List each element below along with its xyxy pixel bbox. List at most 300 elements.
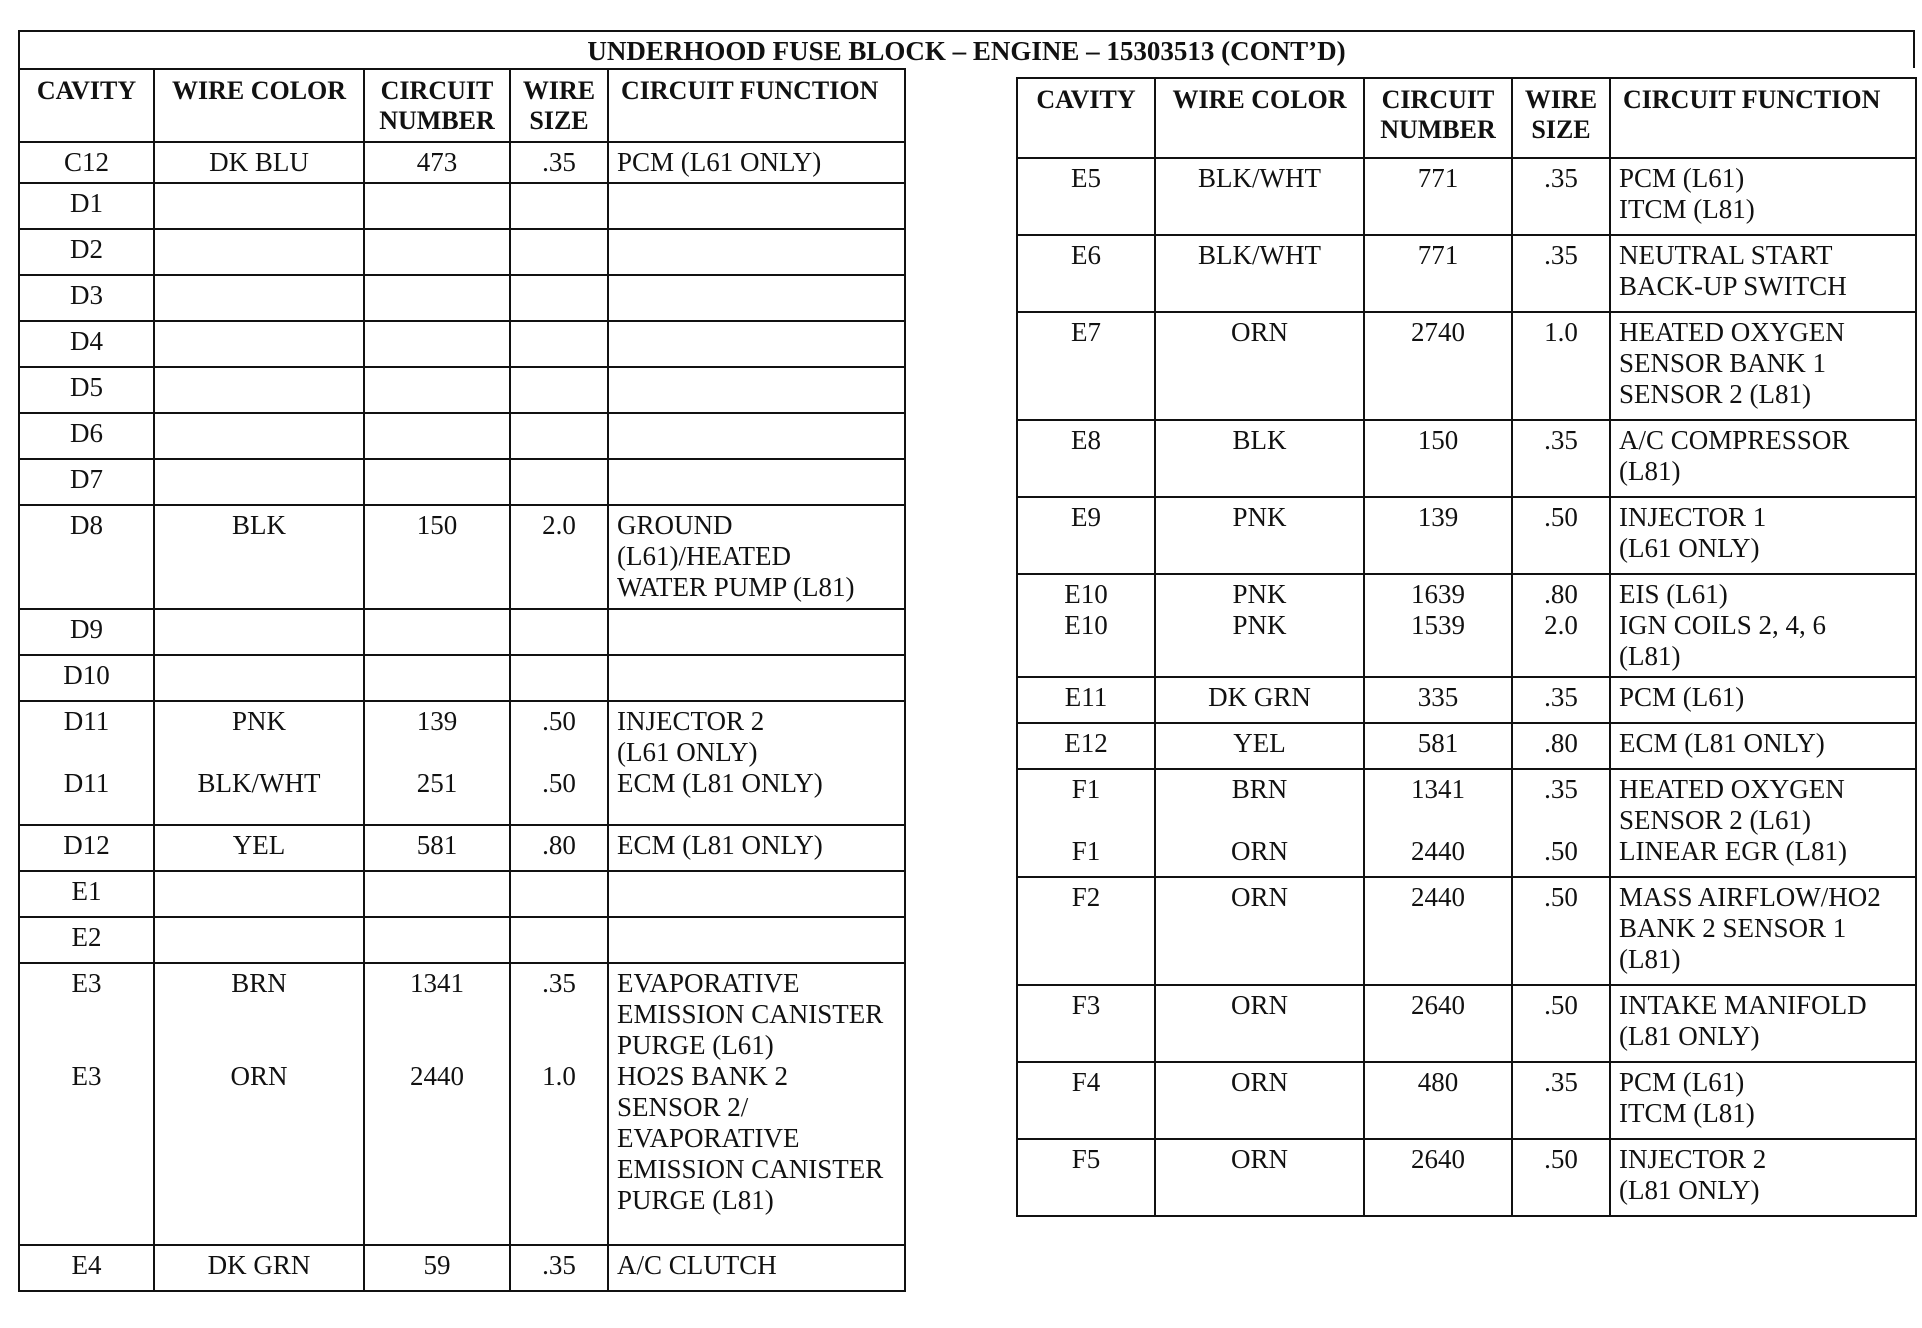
circuit-function-cell (1610, 235, 1916, 312)
header-wire-size: WIRE SIZE (1512, 78, 1610, 158)
header-circuit-function: CIRCUIT FUNCTION (1610, 78, 1916, 158)
wire-color-text: PNK (1232, 579, 1287, 609)
wire-size-text: .35 (542, 147, 576, 177)
table-row (19, 701, 905, 825)
cavity-text: D11 (63, 706, 110, 736)
wire-size-text: .50 (1544, 990, 1578, 1020)
circuit-number-text: 581 (1417, 728, 1459, 758)
wire-size-cell (1512, 574, 1610, 677)
cavity-cell (19, 655, 154, 701)
wire-color-text: DK GRN (1208, 682, 1311, 712)
circuit-function-text: SENSOR 2/ (617, 1092, 749, 1122)
wire-color-cell (1155, 877, 1364, 985)
wire-size-cell (1512, 877, 1610, 985)
fuse-table-right (1016, 77, 1917, 1217)
wire-color-text: PNK (1232, 610, 1287, 640)
circuit-function-text: LINEAR EGR (L81) (1619, 836, 1847, 866)
cavity-cell (1017, 235, 1155, 312)
cavity-text: D7 (70, 464, 103, 494)
wire-color-text: YEL (232, 830, 286, 860)
cavity-text: E2 (71, 922, 102, 952)
circuit-function-text: EMISSION CANISTER (617, 1154, 884, 1184)
circuit-function-cell (608, 655, 905, 701)
circuit-function-cell (608, 701, 905, 825)
wire-color-cell (154, 142, 364, 183)
circuit-function-text: HEATED OXYGEN (1619, 317, 1845, 347)
circuit-function-text: (L61)/HEATED (617, 541, 791, 571)
circuit-number-cell (1364, 574, 1512, 677)
cavity-text: F1 (1071, 836, 1101, 866)
table-row (1017, 1062, 1916, 1139)
circuit-number-cell (364, 229, 510, 275)
cavity-text: D9 (70, 614, 103, 644)
table-row (1017, 497, 1916, 574)
circuit-function-text: MASS AIRFLOW/HO2 (1619, 882, 1881, 912)
circuit-function-cell (1610, 420, 1916, 497)
circuit-function-text: (L81) (1619, 944, 1681, 974)
table-row (19, 1245, 905, 1291)
wire-size-cell (510, 655, 608, 701)
circuit-function-cell (608, 505, 905, 609)
circuit-function-cell (608, 609, 905, 655)
fuse-table-right-body (1017, 158, 1916, 1216)
circuit-function-text: ECM (L81 ONLY) (617, 830, 823, 860)
wire-color-text: ORN (1230, 990, 1288, 1020)
wire-size-text: .35 (542, 1250, 576, 1280)
circuit-number-cell (1364, 1139, 1512, 1216)
wire-color-cell (154, 701, 364, 825)
circuit-function-cell (1610, 985, 1916, 1062)
cavity-cell (1017, 985, 1155, 1062)
circuit-number-cell (1364, 158, 1512, 235)
circuit-number-text: 2740 (1411, 317, 1465, 347)
circuit-function-text: EMISSION CANISTER (617, 999, 884, 1029)
header-wire-size: WIRE SIZE (510, 69, 608, 142)
circuit-function-cell (608, 183, 905, 229)
cavity-text: E7 (1071, 317, 1101, 347)
cavity-text: E5 (1071, 163, 1101, 193)
circuit-number-cell (1364, 420, 1512, 497)
circuit-number-cell (1364, 677, 1512, 723)
table-row (19, 609, 905, 655)
wire-color-text: BLK (232, 510, 286, 540)
circuit-number-cell (1364, 769, 1512, 877)
circuit-number-text: 480 (1417, 1067, 1459, 1097)
circuit-number-text: 1341 (410, 968, 464, 998)
cavity-cell (19, 275, 154, 321)
wire-size-text: .50 (1544, 882, 1578, 912)
table-row (19, 917, 905, 963)
wire-color-text: BLK/WHT (1198, 240, 1321, 270)
wire-size-text: .35 (1544, 425, 1578, 455)
wire-size-text: .35 (1544, 240, 1578, 270)
circuit-number-cell (1364, 235, 1512, 312)
wire-size-text: 2.0 (1544, 610, 1578, 640)
wire-size-text: .35 (1544, 1067, 1578, 1097)
cavity-text: D4 (70, 326, 103, 356)
table-row (19, 275, 905, 321)
wire-size-cell (1512, 985, 1610, 1062)
wire-color-text: ORN (1230, 836, 1288, 866)
header-circuit-number: CIRCUIT NUMBER (1364, 78, 1512, 158)
circuit-function-cell (608, 871, 905, 917)
wire-color-cell (1155, 158, 1364, 235)
wire-color-cell (1155, 235, 1364, 312)
circuit-number-cell (364, 609, 510, 655)
circuit-number-text: 2440 (1411, 836, 1465, 866)
circuit-number-cell (1364, 1062, 1512, 1139)
wire-color-cell (1155, 723, 1364, 769)
circuit-function-text: SENSOR BANK 1 (1619, 348, 1827, 378)
wire-size-cell (1512, 312, 1610, 420)
wire-size-cell (510, 963, 608, 1245)
wire-size-cell (1512, 1062, 1610, 1139)
cavity-text: F3 (1071, 990, 1101, 1020)
circuit-function-cell (1610, 574, 1916, 677)
table-row (19, 183, 905, 229)
table-row (1017, 677, 1916, 723)
cavity-cell (19, 229, 154, 275)
circuit-function-text: HEATED OXYGEN (1619, 774, 1845, 804)
wire-size-text: .50 (1544, 836, 1578, 866)
table-row (1017, 985, 1916, 1062)
wire-color-cell (154, 505, 364, 609)
header-row (1017, 78, 1916, 158)
circuit-function-text: BANK 2 SENSOR 1 (1619, 913, 1847, 943)
wire-size-cell (510, 275, 608, 321)
wire-color-cell (1155, 497, 1364, 574)
circuit-function-text: PURGE (L81) (617, 1185, 774, 1215)
cavity-cell (1017, 1062, 1155, 1139)
circuit-number-cell (364, 701, 510, 825)
wire-color-text: PNK (1232, 502, 1287, 532)
circuit-function-cell (1610, 677, 1916, 723)
circuit-number-cell (364, 275, 510, 321)
wire-color-text: ORN (230, 1061, 288, 1091)
circuit-function-text: (L81) (1619, 641, 1681, 671)
circuit-function-text: PCM (L61 ONLY) (617, 147, 822, 177)
circuit-function-text: PCM (L61) (1619, 163, 1745, 193)
circuit-function-cell (1610, 158, 1916, 235)
table-row (1017, 723, 1916, 769)
cavity-cell (19, 459, 154, 505)
header-cavity: CAVITY (1017, 78, 1155, 158)
circuit-function-cell (1610, 723, 1916, 769)
wire-color-cell (1155, 312, 1364, 420)
circuit-function-text: EVAPORATIVE (617, 968, 800, 998)
wire-size-cell (510, 609, 608, 655)
circuit-number-text: 771 (1417, 163, 1459, 193)
circuit-number-text: 1341 (1411, 774, 1465, 804)
circuit-number-text: 1639 (1411, 579, 1465, 609)
cavity-text: F2 (1071, 882, 1101, 912)
circuit-number-cell (364, 142, 510, 183)
cavity-cell (19, 142, 154, 183)
cavity-cell (1017, 769, 1155, 877)
cavity-text: F5 (1071, 1144, 1101, 1174)
wire-size-cell (510, 367, 608, 413)
header-circuit-function: CIRCUIT FUNCTION (608, 69, 905, 142)
wire-size-text: .50 (1544, 1144, 1578, 1174)
circuit-function-text: (L61 ONLY) (617, 737, 758, 767)
table-row (1017, 312, 1916, 420)
cavity-cell (19, 871, 154, 917)
wire-size-text: .50 (542, 706, 576, 736)
cavity-cell (19, 183, 154, 229)
wire-color-text: DK GRN (207, 1250, 311, 1280)
circuit-number-cell (364, 655, 510, 701)
wire-color-text: ORN (1230, 317, 1288, 347)
wire-size-cell (1512, 420, 1610, 497)
table-row (1017, 877, 1916, 985)
circuit-number-cell (1364, 497, 1512, 574)
wire-color-cell (154, 609, 364, 655)
header-row (19, 69, 905, 142)
wire-size-cell (1512, 1139, 1610, 1216)
wire-color-cell (1155, 420, 1364, 497)
cavity-text: E1 (71, 876, 102, 906)
wire-size-cell (510, 825, 608, 871)
circuit-number-text: 150 (416, 510, 458, 540)
wire-size-cell (510, 229, 608, 275)
circuit-number-cell (1364, 877, 1512, 985)
cavity-text: E4 (71, 1250, 102, 1280)
table-row (1017, 420, 1916, 497)
wire-size-cell (510, 1245, 608, 1291)
cavity-cell (19, 917, 154, 963)
wire-color-cell (1155, 985, 1364, 1062)
circuit-function-text: GROUND (617, 510, 733, 540)
wire-size-text: .80 (1544, 579, 1578, 609)
table-row (1017, 574, 1916, 677)
circuit-number-text: 473 (416, 147, 458, 177)
circuit-function-text: ITCM (L81) (1619, 1098, 1755, 1128)
cavity-cell (19, 321, 154, 367)
cavity-cell (1017, 574, 1155, 677)
circuit-function-text: (L81 ONLY) (1619, 1175, 1760, 1205)
cavity-cell (19, 701, 154, 825)
table-row (1017, 235, 1916, 312)
cavity-cell (1017, 420, 1155, 497)
wire-color-text: BLK/WHT (197, 768, 321, 798)
circuit-function-cell (1610, 497, 1916, 574)
wire-color-text: BLK/WHT (1198, 163, 1321, 193)
wire-color-text: BRN (231, 968, 287, 998)
circuit-number-cell (364, 413, 510, 459)
circuit-function-cell (1610, 769, 1916, 877)
circuit-function-cell (608, 1245, 905, 1291)
table-row (19, 142, 905, 183)
circuit-function-text: ITCM (L81) (1619, 194, 1755, 224)
circuit-function-cell (608, 963, 905, 1245)
wire-color-text: ORN (1230, 1067, 1288, 1097)
wire-color-cell (154, 183, 364, 229)
circuit-number-text: 1539 (1411, 610, 1465, 640)
wire-color-cell (1155, 574, 1364, 677)
circuit-function-cell (1610, 312, 1916, 420)
cavity-cell (1017, 877, 1155, 985)
circuit-number-text: 2640 (1411, 990, 1465, 1020)
table-row (19, 321, 905, 367)
cavity-cell (19, 1245, 154, 1291)
circuit-number-text: 139 (1417, 502, 1459, 532)
circuit-function-cell (608, 825, 905, 871)
wire-size-cell (510, 917, 608, 963)
circuit-number-cell (364, 367, 510, 413)
wire-color-cell (154, 1245, 364, 1291)
circuit-function-cell (608, 459, 905, 505)
circuit-number-cell (364, 871, 510, 917)
circuit-function-cell (608, 275, 905, 321)
wire-color-cell (154, 367, 364, 413)
wire-color-text: YEL (1233, 728, 1286, 758)
circuit-function-cell (608, 229, 905, 275)
circuit-function-cell (608, 917, 905, 963)
wire-size-text: .80 (542, 830, 576, 860)
circuit-function-text: EVAPORATIVE (617, 1123, 800, 1153)
circuit-number-cell (364, 183, 510, 229)
circuit-number-cell (1364, 312, 1512, 420)
cavity-text: E3 (71, 968, 102, 998)
wire-color-text: ORN (1230, 1144, 1288, 1174)
circuit-number-text: 2440 (410, 1061, 464, 1091)
circuit-number-text: 771 (1417, 240, 1459, 270)
table-row (19, 825, 905, 871)
wire-size-text: 1.0 (542, 1061, 576, 1091)
wire-size-cell (1512, 723, 1610, 769)
cavity-cell (19, 609, 154, 655)
circuit-function-text: IGN COILS 2, 4, 6 (1619, 610, 1826, 640)
circuit-function-text: A/C CLUTCH (617, 1250, 777, 1280)
cavity-text: D8 (70, 510, 103, 540)
circuit-function-text: PCM (L61) (1619, 682, 1745, 712)
wire-size-text: .35 (1544, 163, 1578, 193)
circuit-function-cell (608, 142, 905, 183)
circuit-function-text: INTAKE MANIFOLD (1619, 990, 1867, 1020)
wire-size-cell (510, 183, 608, 229)
circuit-number-text: 335 (1417, 682, 1459, 712)
circuit-number-text: 59 (423, 1250, 451, 1280)
circuit-number-text: 139 (416, 706, 458, 736)
cavity-text: D10 (63, 660, 110, 690)
circuit-function-text: PURGE (L61) (617, 1030, 774, 1060)
wire-color-cell (154, 655, 364, 701)
circuit-number-cell (364, 963, 510, 1245)
cavity-text: C12 (63, 147, 109, 177)
wire-color-cell (154, 963, 364, 1245)
header-wire-color: WIRE COLOR (154, 69, 364, 142)
circuit-function-text: SENSOR 2 (L61) (1619, 805, 1812, 835)
wire-color-cell (154, 871, 364, 917)
cavity-cell (19, 367, 154, 413)
wire-size-cell (510, 321, 608, 367)
cavity-cell (1017, 158, 1155, 235)
cavity-cell (19, 825, 154, 871)
circuit-function-text: SENSOR 2 (L81) (1619, 379, 1812, 409)
wire-color-cell (1155, 677, 1364, 723)
cavity-cell (1017, 312, 1155, 420)
table-row (19, 459, 905, 505)
table-row (19, 229, 905, 275)
table-row (19, 367, 905, 413)
circuit-number-cell (364, 505, 510, 609)
header-cavity: CAVITY (19, 69, 154, 142)
circuit-number-cell (364, 917, 510, 963)
wire-size-cell (1512, 677, 1610, 723)
table-row (19, 655, 905, 701)
circuit-function-text: A/C COMPRESSOR (1619, 425, 1850, 455)
wire-color-text: PNK (231, 706, 286, 736)
wire-color-text: ORN (1230, 882, 1288, 912)
table-row (19, 413, 905, 459)
circuit-number-cell (364, 459, 510, 505)
circuit-function-cell (1610, 877, 1916, 985)
circuit-function-text: ECM (L81 ONLY) (617, 768, 823, 798)
circuit-function-text: INJECTOR 2 (1619, 1144, 1767, 1174)
cavity-cell (1017, 723, 1155, 769)
cavity-text: F4 (1071, 1067, 1101, 1097)
circuit-number-text: 150 (1417, 425, 1459, 455)
wire-size-text: .80 (1544, 728, 1578, 758)
wire-size-text: .50 (542, 768, 576, 798)
wire-color-cell (154, 825, 364, 871)
circuit-function-cell (608, 367, 905, 413)
table-row (19, 871, 905, 917)
cavity-text: E6 (1071, 240, 1101, 270)
circuit-number-cell (1364, 985, 1512, 1062)
circuit-number-cell (364, 321, 510, 367)
circuit-number-text: 2440 (1411, 882, 1465, 912)
cavity-cell (1017, 1139, 1155, 1216)
wire-color-cell (1155, 1139, 1364, 1216)
circuit-function-text: (L61 ONLY) (1619, 533, 1760, 563)
circuit-number-text: 251 (416, 768, 458, 798)
circuit-function-cell (608, 413, 905, 459)
wire-size-cell (1512, 497, 1610, 574)
fuse-table-left (18, 68, 906, 1292)
circuit-function-text: BACK-UP SWITCH (1619, 271, 1847, 301)
table-row (1017, 1139, 1916, 1216)
wire-size-cell (1512, 158, 1610, 235)
wire-size-cell (510, 413, 608, 459)
circuit-function-cell (1610, 1139, 1916, 1216)
cavity-text: E9 (1071, 502, 1101, 532)
cavity-text: D6 (70, 418, 103, 448)
wire-size-text: .50 (1544, 502, 1578, 532)
circuit-function-text: EIS (L61) (1619, 579, 1728, 609)
cavity-text: E10 (1064, 579, 1108, 609)
circuit-number-cell (364, 1245, 510, 1291)
header-circuit-number: CIRCUIT NUMBER (364, 69, 510, 142)
circuit-number-cell (364, 825, 510, 871)
cavity-text: D11 (63, 768, 110, 798)
wire-size-cell (510, 871, 608, 917)
cavity-text: D12 (63, 830, 110, 860)
circuit-function-cell (1610, 1062, 1916, 1139)
circuit-number-text: 2640 (1411, 1144, 1465, 1174)
wire-size-text: 1.0 (1544, 317, 1578, 347)
cavity-text: E10 (1064, 610, 1108, 640)
circuit-function-text: WATER PUMP (L81) (617, 572, 855, 602)
wire-size-text: .35 (1544, 682, 1578, 712)
wire-size-cell (510, 505, 608, 609)
circuit-number-text: 581 (416, 830, 458, 860)
circuit-function-text: NEUTRAL START (1619, 240, 1833, 270)
circuit-function-text: ECM (L81 ONLY) (1619, 728, 1825, 758)
cavity-text: F1 (1071, 774, 1101, 804)
table-row (1017, 769, 1916, 877)
wire-size-cell (1512, 769, 1610, 877)
